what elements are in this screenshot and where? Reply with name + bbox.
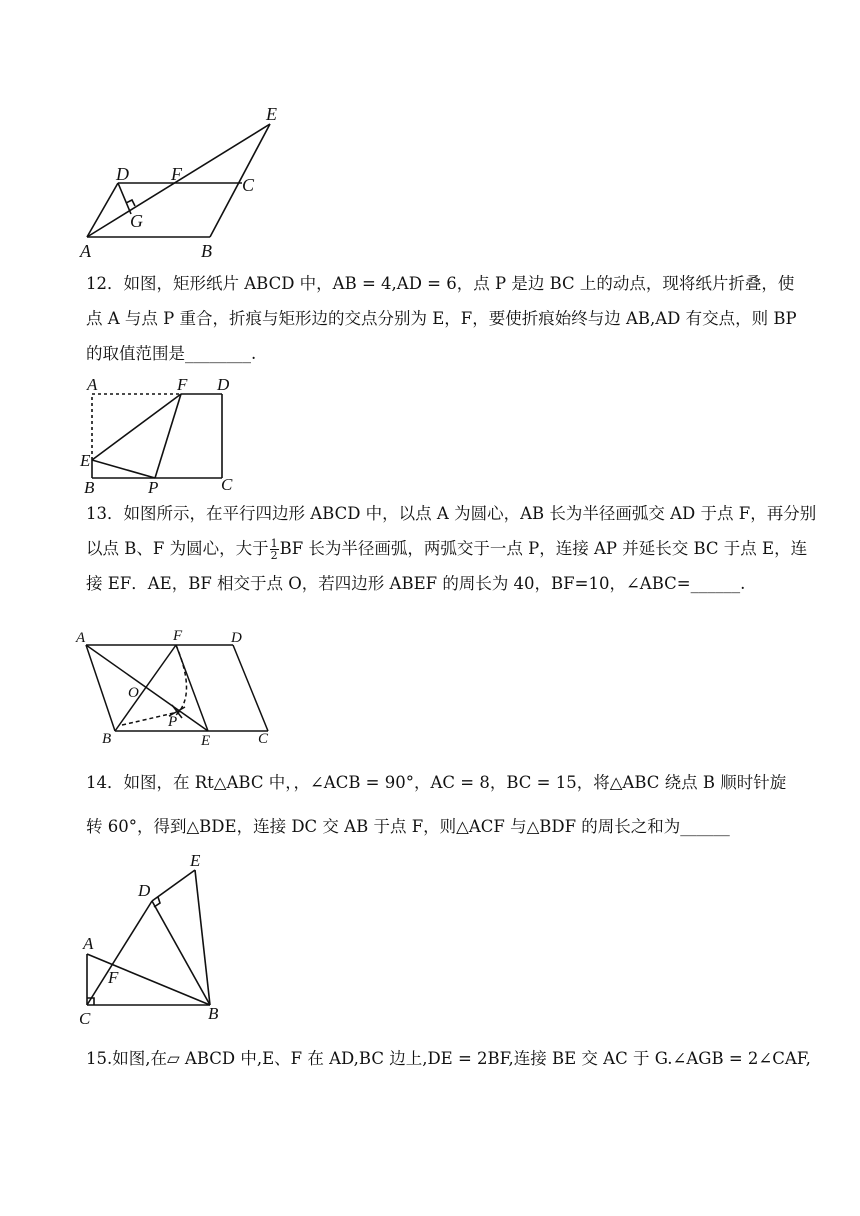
figure-11 — [70, 100, 300, 265]
fig12-label-p: P — [148, 478, 159, 497]
problem-13-line-2 — [86, 531, 808, 566]
fig11-label-d: D — [116, 164, 129, 184]
fig14-label-d: D — [138, 881, 151, 900]
fraction-numerator: 1 — [270, 537, 278, 550]
problem-13-line-2-after: BF 长为半径画弧，两弧交于一点 P，连接 AP 并延长交 BC 于点 E，连 — [279, 539, 808, 558]
fig13-label-d: D — [231, 630, 242, 646]
problem-15-line-1: 15.如图,在▱ ABCD 中,E、F 在 AD,BC 边上,DE = 2BF,连接 BE 交 AC 于 G.∠AGB = 2∠CAF, — [86, 1049, 811, 1068]
problem-13-line-3: 接 EF．AE，BF 相交于点 O，若四边形 ABEF 的周长为 40，BF=10，∠ABC=______. — [86, 574, 746, 593]
fig13-label-c: C — [258, 731, 269, 747]
fig13-label-o: O — [128, 685, 139, 701]
fig13-label-a: A — [76, 630, 86, 646]
problem-14 — [86, 761, 786, 849]
fig12-label-e: E — [80, 451, 91, 470]
figure-13 — [72, 625, 282, 755]
problem-14-line-2: 转 60°，得到△BDE，连接 DC 交 AB 于点 F，则△ACF 与△BDF 的周长之和为______ — [86, 817, 730, 836]
fig12-label-b: B — [84, 478, 95, 497]
fig12-label-f: F — [177, 375, 188, 394]
fig12-label-c: C — [221, 475, 233, 494]
problem-12-line-3: 的取值范围是________. — [86, 344, 257, 363]
fig11-label-a: A — [80, 241, 91, 261]
fig14-label-b: B — [208, 1004, 219, 1023]
fig14-label-a: A — [83, 934, 94, 953]
fig14-label-f: F — [108, 968, 119, 987]
fig12-label-d: D — [217, 375, 230, 394]
fig11-label-g: G — [130, 211, 143, 231]
fig11-label-f: F — [171, 164, 182, 184]
fig14-label-c: C — [79, 1009, 91, 1028]
problem-14-line-1: 14．如图，在 Rt△ABC 中，，∠ACB = 90°，AC = 8，BC = 15，将△ABC 绕点 B 顺时针旋 — [86, 773, 787, 792]
figure-12 — [78, 375, 248, 495]
figure-14 — [74, 848, 234, 1028]
problem-13 — [86, 496, 817, 601]
fig11-label-b: B — [201, 241, 212, 261]
problem-13-line-2-before: 以点 B、F 为圆心，大于 — [86, 539, 269, 558]
fig13-label-b: B — [102, 731, 112, 747]
fig11-label-e: E — [266, 104, 277, 124]
fig12-label-a: A — [87, 375, 98, 394]
problem-12 — [86, 266, 797, 371]
problem-13-line-1: 13．如图所示，在平行四边形 ABCD 中，以点 A 为圆心，AB 长为半径画弧交 AD 于点 F，再分别 — [86, 504, 817, 523]
fig13-label-p: P — [168, 714, 178, 730]
problem-15 — [86, 1041, 811, 1076]
fig13-label-f: F — [173, 628, 183, 644]
fig13-label-e: E — [201, 733, 211, 749]
fig11-label-c: C — [242, 175, 255, 195]
problem-12-line-2: 点 A 与点 P 重合，折痕与矩形边的交点分别为 E，F，要使折痕始终与边 AB,AD 有交点，则 BP — [86, 309, 797, 328]
fig14-label-e: E — [190, 851, 201, 870]
problem-12-line-1: 12．如图，矩形纸片 ABCD 中，AB = 4,AD = 6，点 P 是边 BC 上的动点，现将纸片折叠，使 — [86, 274, 795, 293]
fraction-denominator: 2 — [270, 549, 278, 562]
fraction-half — [270, 538, 279, 561]
